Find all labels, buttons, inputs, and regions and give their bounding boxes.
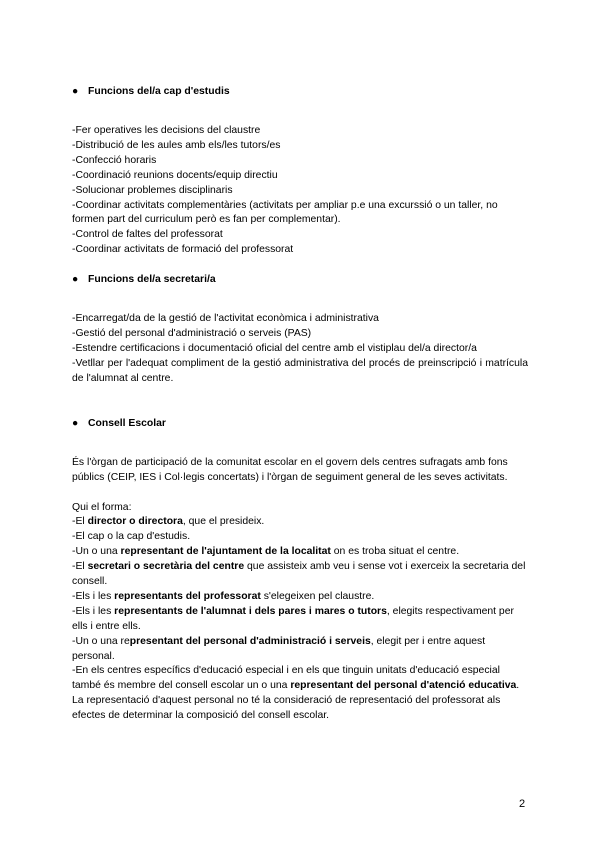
member-item: -Els i les representants del professorat s'elegeixen pel claustre.	[72, 590, 375, 602]
list-item: -Estendre certificacions i documentació oficial del centre amb el vistiplau del/a director/a	[72, 342, 477, 354]
section-heading-consell-escolar	[72, 417, 528, 432]
member-item: -El cap o la cap d'estudis.	[72, 531, 191, 543]
list-item: -Coordinació reunions docents/equip directiu	[72, 169, 278, 181]
document-page	[72, 85, 528, 724]
list-item: -Coordinar activitats de formació del professorat	[72, 244, 294, 256]
member-item: -En els centres específics d'educació especial i en els que tinguin unitats d'educació especial també és membre del consell escolar un o una representant del personal d'atenció educativa. La representació d'aquest personal no té la consideració de representació del professorat als efectes de determinar la composició del consell escolar.	[72, 665, 520, 722]
section-title: Funcions del/a secretari/a	[88, 274, 216, 286]
bullet-icon: ●	[72, 274, 79, 286]
list-item: -Gestió del personal d'administració o serveis (PAS)	[72, 328, 312, 340]
list-item: -Control de faltes del professorat	[72, 229, 223, 241]
member-item: -El secretari o secretària del centre que assisteix amb veu i sense vot i exerceix la secretaria del consell.	[72, 561, 526, 588]
section-heading-secretari	[72, 273, 528, 288]
member-item: -Un o una representant de l'ajuntament de la localitat on es troba situat el centre.	[72, 546, 460, 558]
section-heading-cap-estudis	[72, 85, 528, 100]
intro-paragraph: És l'òrgan de participació de la comunitat escolar en el govern dels centres sufragats amb fons públics (CEIP, IES i Col·legis concertats) i l'òrgan de seguiment general de les seves activitats.	[72, 456, 508, 483]
formed-by-label: Qui el forma:	[72, 501, 132, 513]
page-number: 2	[519, 798, 526, 810]
member-item: -El director o directora, que el presideix.	[72, 516, 265, 528]
bullet-icon: ●	[72, 417, 79, 429]
section-title: Funcions del/a cap d'estudis	[88, 86, 230, 97]
list-item: -Vetllar per l'adequat compliment de la gestió administrativa del procés de preinscripció i matrícula de l'alumnat al centre.	[72, 357, 528, 384]
list-item: -Fer operatives les decisions del claustre	[72, 125, 261, 136]
member-item: -Un o una representant del personal d'administració i serveis, elegit per i entre aquest personal.	[72, 635, 486, 662]
list-item: -Solucionar problemes disciplinaris	[72, 184, 233, 196]
bullet-icon: ●	[72, 86, 79, 97]
section-title: Consell Escolar	[88, 417, 166, 429]
list-item: -Confecció horaris	[72, 154, 157, 166]
list-item: -Encarregat/da de la gestió de l'activitat econòmica i administrativa	[72, 313, 379, 325]
list-item: -Coordinar activitats complementàries (activitats per ampliar p.e una excurssió o un taller, no formen part del curriculum però es fan per complementar).	[72, 199, 498, 226]
member-item: -Els i les representants de l'alumnat i dels pares i mares o tutors, elegits respectivament per ells i entre ells.	[72, 605, 514, 632]
list-item: -Distribució de les aules amb els/les tutors/es	[72, 139, 281, 151]
